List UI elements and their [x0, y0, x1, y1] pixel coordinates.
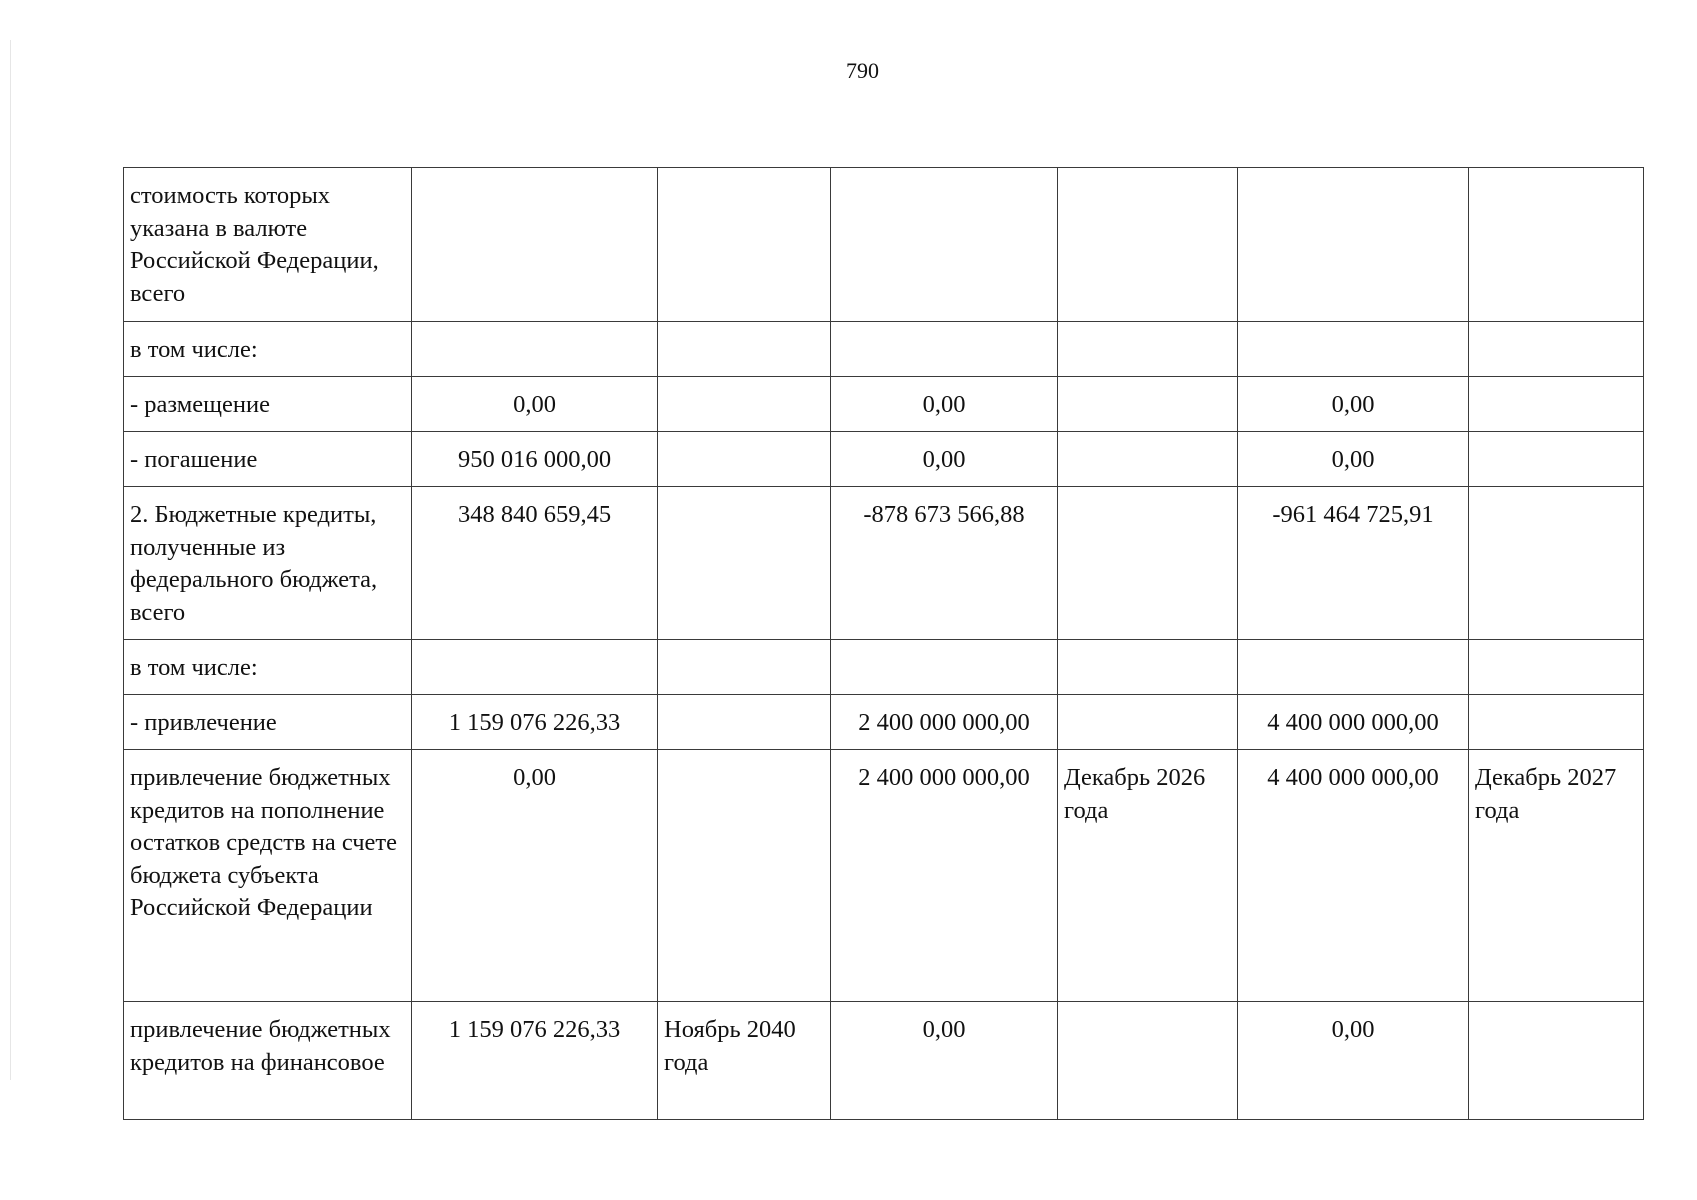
table-row [124, 695, 1644, 750]
table-row [124, 432, 1644, 487]
date-cell: Ноябрь 2040 года [658, 1002, 831, 1120]
value-cell: 4 400 000 000,00 [1238, 750, 1469, 1002]
date-cell [658, 640, 831, 695]
value-cell: -878 673 566,88 [831, 487, 1058, 640]
date-cell [658, 487, 831, 640]
date-cell [1469, 322, 1644, 377]
value-cell: 0,00 [412, 377, 658, 432]
date-cell [1058, 432, 1238, 487]
date-cell [1469, 695, 1644, 750]
date-cell [658, 377, 831, 432]
value-cell [412, 168, 658, 322]
value-cell: 0,00 [1238, 432, 1469, 487]
value-cell [831, 322, 1058, 377]
date-cell [1058, 322, 1238, 377]
value-cell [1238, 640, 1469, 695]
table-row [124, 487, 1644, 640]
table-row [124, 1002, 1644, 1120]
value-cell: 348 840 659,45 [412, 487, 658, 640]
row-label: привлечение бюджетных кредитов на финансовое [124, 1002, 412, 1120]
date-cell [658, 750, 831, 1002]
table-row [124, 640, 1644, 695]
value-cell: 1 159 076 226,33 [412, 1002, 658, 1120]
row-label: стоимость которых указана в валюте Российской Федерации, всего [124, 168, 412, 322]
date-cell: Декабрь 2026 года [1058, 750, 1238, 1002]
date-cell [658, 695, 831, 750]
value-cell: 0,00 [1238, 377, 1469, 432]
date-cell [1058, 377, 1238, 432]
date-cell [1469, 377, 1644, 432]
table-row [124, 168, 1644, 322]
page-number: 790 [846, 58, 879, 83]
row-label: в том числе: [124, 640, 412, 695]
value-cell [412, 322, 658, 377]
date-cell [1469, 640, 1644, 695]
date-cell [1469, 487, 1644, 640]
date-cell [658, 432, 831, 487]
row-label: - размещение [124, 377, 412, 432]
date-cell [1469, 1002, 1644, 1120]
value-cell: 0,00 [831, 1002, 1058, 1120]
date-cell [1469, 168, 1644, 322]
value-cell: 4 400 000 000,00 [1238, 695, 1469, 750]
row-label: 2. Бюджетные кредиты, полученные из федерального бюджета, всего [124, 487, 412, 640]
value-cell [412, 640, 658, 695]
table-row [124, 377, 1644, 432]
row-label: - привлечение [124, 695, 412, 750]
value-cell: 2 400 000 000,00 [831, 695, 1058, 750]
value-cell [1238, 322, 1469, 377]
table-row [124, 750, 1644, 1002]
row-label: - погашение [124, 432, 412, 487]
value-cell: 0,00 [831, 377, 1058, 432]
date-cell: Декабрь 2027 года [1469, 750, 1644, 1002]
budget-table [123, 167, 1644, 1120]
table-row [124, 322, 1644, 377]
value-cell: 0,00 [831, 432, 1058, 487]
value-cell: 0,00 [1238, 1002, 1469, 1120]
date-cell [1469, 432, 1644, 487]
value-cell: 1 159 076 226,33 [412, 695, 658, 750]
value-cell [1238, 168, 1469, 322]
value-cell: 0,00 [412, 750, 658, 1002]
date-cell [1058, 640, 1238, 695]
date-cell [1058, 487, 1238, 640]
date-cell [1058, 1002, 1238, 1120]
value-cell [831, 640, 1058, 695]
scan-edge-line [10, 40, 11, 1080]
row-label: в том числе: [124, 322, 412, 377]
value-cell: 2 400 000 000,00 [831, 750, 1058, 1002]
date-cell [658, 322, 831, 377]
date-cell [1058, 168, 1238, 322]
value-cell [831, 168, 1058, 322]
row-label: привлечение бюджетных кредитов на пополнение остатков средств на счете бюджета субъекта Российской Федерации [124, 750, 412, 1002]
value-cell: -961 464 725,91 [1238, 487, 1469, 640]
date-cell [1058, 695, 1238, 750]
value-cell: 950 016 000,00 [412, 432, 658, 487]
date-cell [658, 168, 831, 322]
